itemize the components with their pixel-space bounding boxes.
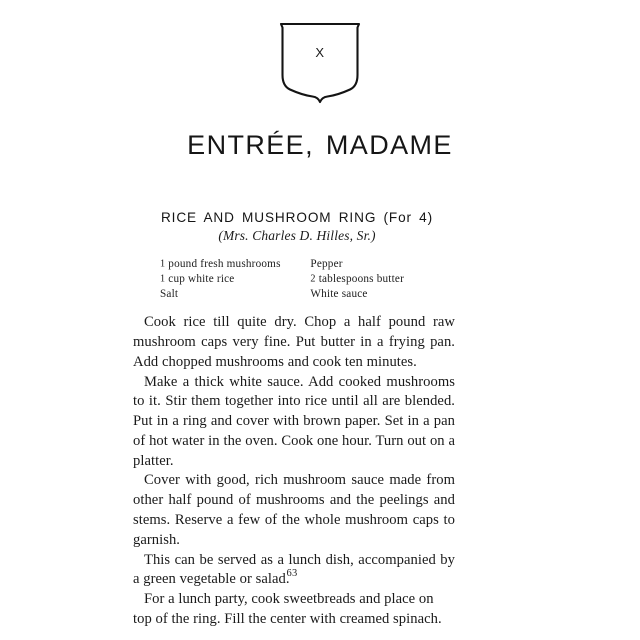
- recipe-block: [133, 210, 455, 630]
- instruction-paragraph: Cover with good, rich mushroom sauce made from other half pound of mushrooms and the peelings and stems. Reserve a few of the whole mushroom caps to garnish.: [133, 472, 455, 548]
- ingredient-text: Salt: [160, 287, 179, 300]
- ingredient-item: [310, 272, 455, 287]
- ingredient-item: [160, 272, 310, 287]
- ingredient-text: cup white rice: [168, 272, 235, 285]
- ingredient-text: tablespoons butter: [318, 272, 405, 285]
- instruction-paragraph: This can be served as a lunch dish, accompanied by a green vegetable or salad.: [133, 551, 455, 588]
- ingredients-column-left: [160, 257, 310, 301]
- ingredient-quantity: 1: [160, 258, 166, 270]
- instruction-paragraph: Cook rice till quite dry. Chop a half pound raw mushroom caps very fine. Put butter in a frying pan. Add chopped mushrooms and cook ten minutes.: [133, 314, 455, 370]
- ingredient-text: White sauce: [310, 287, 368, 300]
- instruction-paragraph: Make a thick white sauce. Add cooked mushrooms to it. Stir them together into rice until all are blended. Put in a ring and cover with brown paper. Set in a pan of hot water in the oven. Cook one hour. Turn out on a platter.: [133, 373, 455, 469]
- ingredient-text: pound fresh mushrooms: [168, 258, 281, 270]
- ingredient-item: [310, 287, 455, 302]
- chapter-numeral: X: [315, 45, 325, 60]
- page-number: 63: [286, 568, 298, 579]
- ingredient-item: [160, 287, 310, 302]
- recipe-attribution: (Mrs. Charles D. Hilles, Sr.): [218, 228, 376, 243]
- ingredient-quantity: 1: [160, 273, 166, 285]
- chapter-title: ENTRÉE, MADAME: [187, 130, 453, 160]
- ingredient-item: [310, 257, 455, 272]
- instruction-paragraph: For a lunch party, cook sweetbreads and place on top of the ring. Fill the center with creamed spinach.: [133, 591, 442, 627]
- ingredient-text: Pepper: [310, 258, 343, 270]
- ingredients-column-right: [310, 257, 455, 301]
- ingredient-item: [160, 257, 310, 272]
- heraldic-shield-icon: [278, 18, 362, 104]
- recipe-instructions: [133, 313, 455, 629]
- ingredient-quantity: 2: [310, 273, 316, 285]
- recipe-title: RICE AND MUSHROOM RING (For 4): [160, 210, 434, 225]
- chapter-emblem: [0, 18, 640, 104]
- ingredients-list: [160, 257, 455, 301]
